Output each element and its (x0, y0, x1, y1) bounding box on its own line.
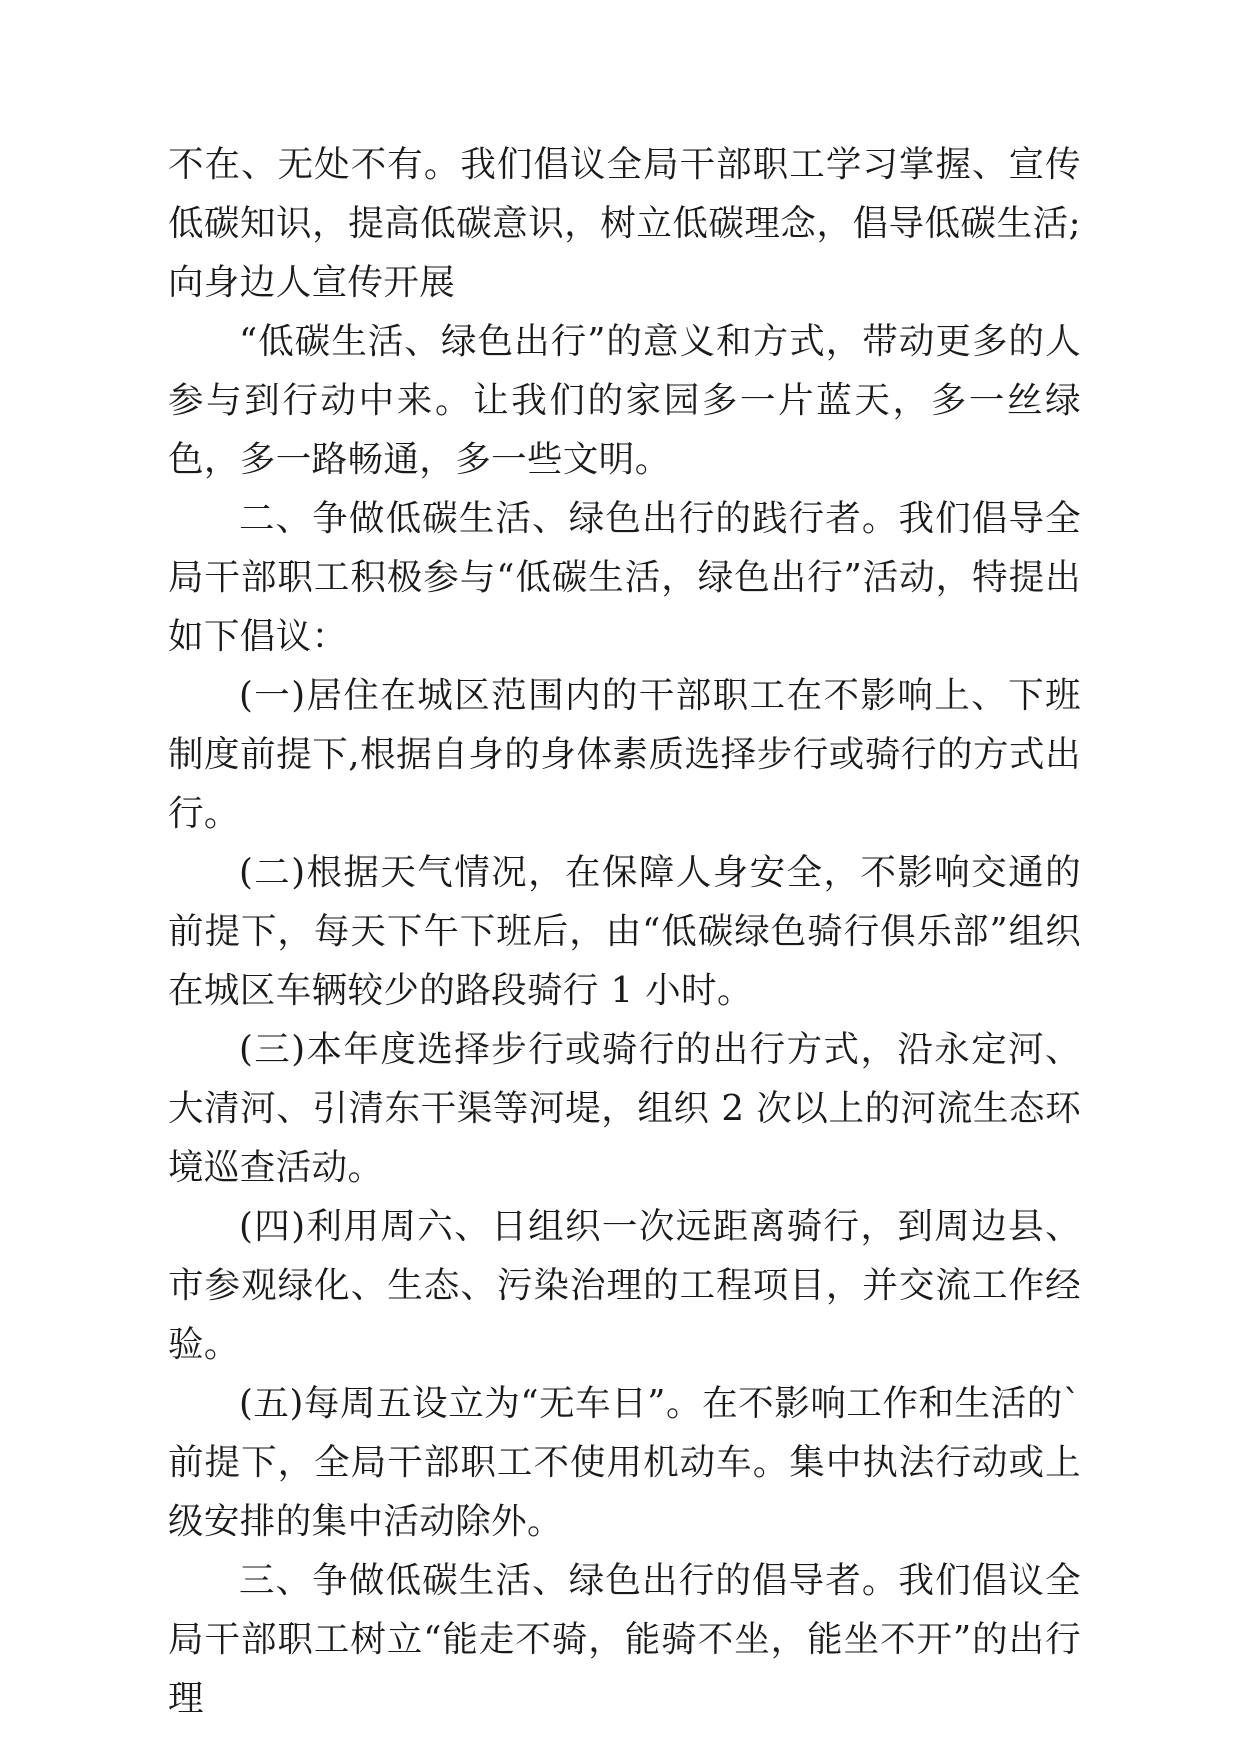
paragraph: (三)本年度选择步行或骑行的出行方式，沿永定河、大清河、引清东干渠等河堤，组织 2 次以上的河流生态环境巡查活动。 (168, 1029, 1081, 1188)
paragraph: (四)利用周六、日组织一次远距离骑行，到周边县、市参观绿化、生态、污染治理的工程项目，并交流工作经验。 (168, 1206, 1081, 1365)
paragraph: “低碳生活、绿色出行”的意义和方式，带动更多的人参与到行动中来。让我们的家园多一片蓝天，多一丝绿色，多一路畅通，多一些文明。 (168, 321, 1081, 480)
paragraph: 二、争做低碳生活、绿色出行的践行者。我们倡导全局干部职工积极参与“低碳生活，绿色出行”活动，特提出如下倡议： (168, 498, 1081, 657)
paragraph: 三、争做低碳生活、绿色出行的倡导者。我们倡议全局干部职工树立“能走不骑，能骑不坐，能坐不开”的出行理 (168, 1560, 1081, 1719)
document-body (168, 135, 1081, 1728)
paragraph: (一)居住在城区范围内的干部职工在不影响上、下班制度前提下,根据自身的身体素质选择步行或骑行的方式出行。 (168, 675, 1081, 834)
paragraph: 不在、无处不有。我们倡议全局干部职工学习掌握、宣传低碳知识，提高低碳意识，树立低碳理念，倡导低碳生活;向身边人宣传开展 (168, 144, 1081, 303)
paragraph: (五)每周五设立为“无车日”。在不影响工作和生活的`前提下，全局干部职工不使用机动车。集中执法行动或上级安排的集中活动除外。 (168, 1383, 1081, 1542)
paragraph: (二)根据天气情况，在保障人身安全，不影响交通的前提下，每天下午下班后，由“低碳绿色骑行俱乐部”组织在城区车辆较少的路段骑行 1 小时。 (168, 852, 1081, 1011)
